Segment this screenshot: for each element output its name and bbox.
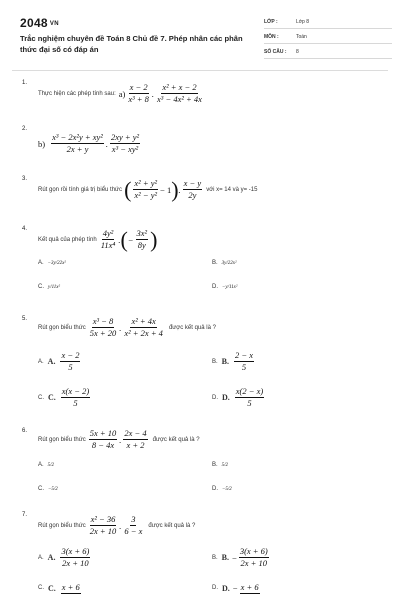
meta-row-class xyxy=(264,16,392,29)
option-b[interactable]: B. B. $\frac{2 - x}{5}$ xyxy=(212,350,254,372)
meta-row-count xyxy=(264,46,392,59)
question-tail: được kết quả là ? xyxy=(148,522,196,529)
question-number: 3. xyxy=(22,176,28,182)
option-value: −y/11x² xyxy=(222,284,238,290)
meta-value: 8 xyxy=(296,49,299,55)
question-body: Kết quả của phép tính $\frac{\text{4y²}}{\text{11x⁴}}$ . ( − $\frac{\text{3x²}}{8y}$ ) xyxy=(38,226,158,252)
option-d[interactable]: D. −y/11x² xyxy=(212,284,238,290)
question-number: 7. xyxy=(22,512,28,518)
document-header xyxy=(12,10,392,66)
question-text: Rút gọn biểu thức xyxy=(38,436,86,443)
question-tail: được kết quả là ? xyxy=(152,436,200,443)
question-text: Rút gọn biểu thức xyxy=(38,324,86,331)
question-number: 5. xyxy=(22,316,28,322)
part-label: b) xyxy=(38,138,46,149)
fraction-1: $\frac{\text{4y²}}{\text{11x⁴}}$ xyxy=(100,228,116,250)
question-text: Thực hiện các phép tính sau: xyxy=(38,90,116,97)
fraction-1: $\frac{x - 2}{\text{x³ + 8}}$ xyxy=(128,82,149,104)
option-c[interactable]: C. −5/2 xyxy=(38,486,58,492)
question-number: 4. xyxy=(22,226,28,232)
fraction-1: $\frac{\text{x³ − 2x²y + xy²}}{2x + y}$ xyxy=(52,132,103,154)
option-value: y/11x² xyxy=(48,284,60,290)
fraction-1: $\frac{\text{x³ − 8}}{5x + 20}$ xyxy=(89,316,117,338)
option-a[interactable]: A. 5/2 xyxy=(38,462,55,468)
option-d[interactable]: D. −5/2 xyxy=(212,486,232,492)
header-divider xyxy=(12,70,388,71)
option-b[interactable]: B. 3y/22x² xyxy=(212,260,237,266)
fraction-2: $\frac{3}{6 - x}$ xyxy=(124,514,143,536)
meta-label: MÔN : xyxy=(264,34,279,40)
question-text: Rút gọn rồi tính giá trị biểu thức xyxy=(38,186,123,193)
option-c[interactable]: C. C. x + 6 xyxy=(38,582,80,593)
fraction-2: $\frac{\text{2xy + y²}}{\text{x³ − xy²}}$ xyxy=(110,132,140,154)
question-number: 1. xyxy=(22,80,28,86)
fraction-2: $\frac{\text{x² + 4x}}{\text{x² + 2x + 4}}$ xyxy=(124,316,163,338)
logo-suffix: VN xyxy=(49,20,59,27)
question-body: Rút gọn rồi tính giá trị biểu thức ( $\frac{\text{x² + y²}}{\text{x² − y²}}$ − 1 ) . $\frac{x - y}{2y}$ với x= 14 và y= -15 xyxy=(38,176,258,202)
fraction-2: $\frac{x - y}{2y}$ xyxy=(183,178,202,200)
option-value: −5/2 xyxy=(222,486,232,492)
option-b[interactable]: B. B. − $\frac{3(x + 6)}{2x + 10}$ xyxy=(212,546,268,568)
option-value: −5/2 xyxy=(48,486,58,492)
fraction-1: $\frac{5x + 10}{8 - 4x}$ xyxy=(89,428,117,450)
fraction-2: $\frac{\text{x² + x − 2}}{\text{x³ − 4x² + 4x}}$ xyxy=(157,82,202,104)
question-text: Kết quả của phép tính xyxy=(38,236,97,243)
fraction-2: $\frac{\text{3x²}}{8y}$ xyxy=(136,228,148,250)
option-a[interactable]: A. −3y/22x² xyxy=(38,260,66,266)
option-value: 3y/22x² xyxy=(221,260,237,266)
site-logo[interactable] xyxy=(20,16,59,30)
fraction-2: $\frac{2x - 4}{x + 2}$ xyxy=(124,428,147,450)
question-number: 2. xyxy=(22,126,28,132)
logo-text: 2048 xyxy=(20,16,48,30)
fraction-1: $\frac{\text{x² + y²}}{\text{x² − y²}}$ xyxy=(134,178,158,200)
option-value: 5/2 xyxy=(221,462,229,468)
meta-value: Lớp 8 xyxy=(296,19,310,25)
meta-row-subject xyxy=(264,31,392,44)
question-body: Rút gọn biểu thức $\frac{\text{x² − 36}}{2x + 10}$ . $\frac{3}{6 - x}$ được kết quả là ? xyxy=(38,514,196,536)
question-number: 6. xyxy=(22,428,28,434)
part-label: a) xyxy=(118,88,126,99)
meta-label: SỐ CÂU : xyxy=(264,49,287,55)
minus-one: − 1 xyxy=(160,184,172,195)
option-c[interactable]: C. y/11x² xyxy=(38,284,60,290)
option-a[interactable]: A. A. $\frac{x - 2}{5}$ xyxy=(38,350,80,372)
option-d[interactable]: D. D. $\frac{x(2 - x)}{5}$ xyxy=(212,386,264,408)
option-value: −3y/22x² xyxy=(47,260,66,266)
question-body: b) $\frac{\text{x³ − 2x²y + xy²}}{2x + y}$ . $\frac{\text{2xy + y²}}{\text{x³ − xy²}}$ xyxy=(38,132,140,154)
meta-info xyxy=(264,16,392,61)
question-tail: được kết quả là ? xyxy=(168,324,216,331)
question-body: Thực hiện các phép tính sau: a) $\frac{x - 2}{\text{x³ + 8}}$ . $\frac{\text{x² + x − 2}}{\text{x³ − 4x² + 4x}}$ xyxy=(38,82,202,104)
meta-label: LỚP : xyxy=(264,19,278,25)
option-d[interactable]: D. D. − x + 6 xyxy=(212,582,259,593)
option-a[interactable]: A. A. $\frac{3(x + 6)}{2x + 10}$ xyxy=(38,546,90,568)
option-c[interactable]: C. C. $\frac{x(x - 2)}{5}$ xyxy=(38,386,90,408)
option-value: 5/2 xyxy=(47,462,55,468)
meta-value: Toán xyxy=(296,34,307,40)
option-b[interactable]: B. 5/2 xyxy=(212,462,229,468)
page-title: Trắc nghiệm chuyên đề Toán 8 Chủ đề 7. Phép nhân các phân thức đại số có đáp án xyxy=(20,34,243,54)
question-body: Rút gọn biểu thức $\frac{\text{x³ − 8}}{5x + 20}$ . $\frac{\text{x² + 4x}}{\text{x² + 2x + 4}}$ được kết quả là ? xyxy=(38,316,216,338)
question-tail: với x= 14 và y= -15 xyxy=(206,186,258,193)
fraction-1: $\frac{\text{x² − 36}}{2x + 10}$ xyxy=(89,514,117,536)
question-body: Rút gọn biểu thức $\frac{5x + 10}{8 - 4x}$ . $\frac{2x - 4}{x + 2}$ được kết quả là ? xyxy=(38,428,200,450)
question-text: Rút gọn biểu thức xyxy=(38,522,86,529)
